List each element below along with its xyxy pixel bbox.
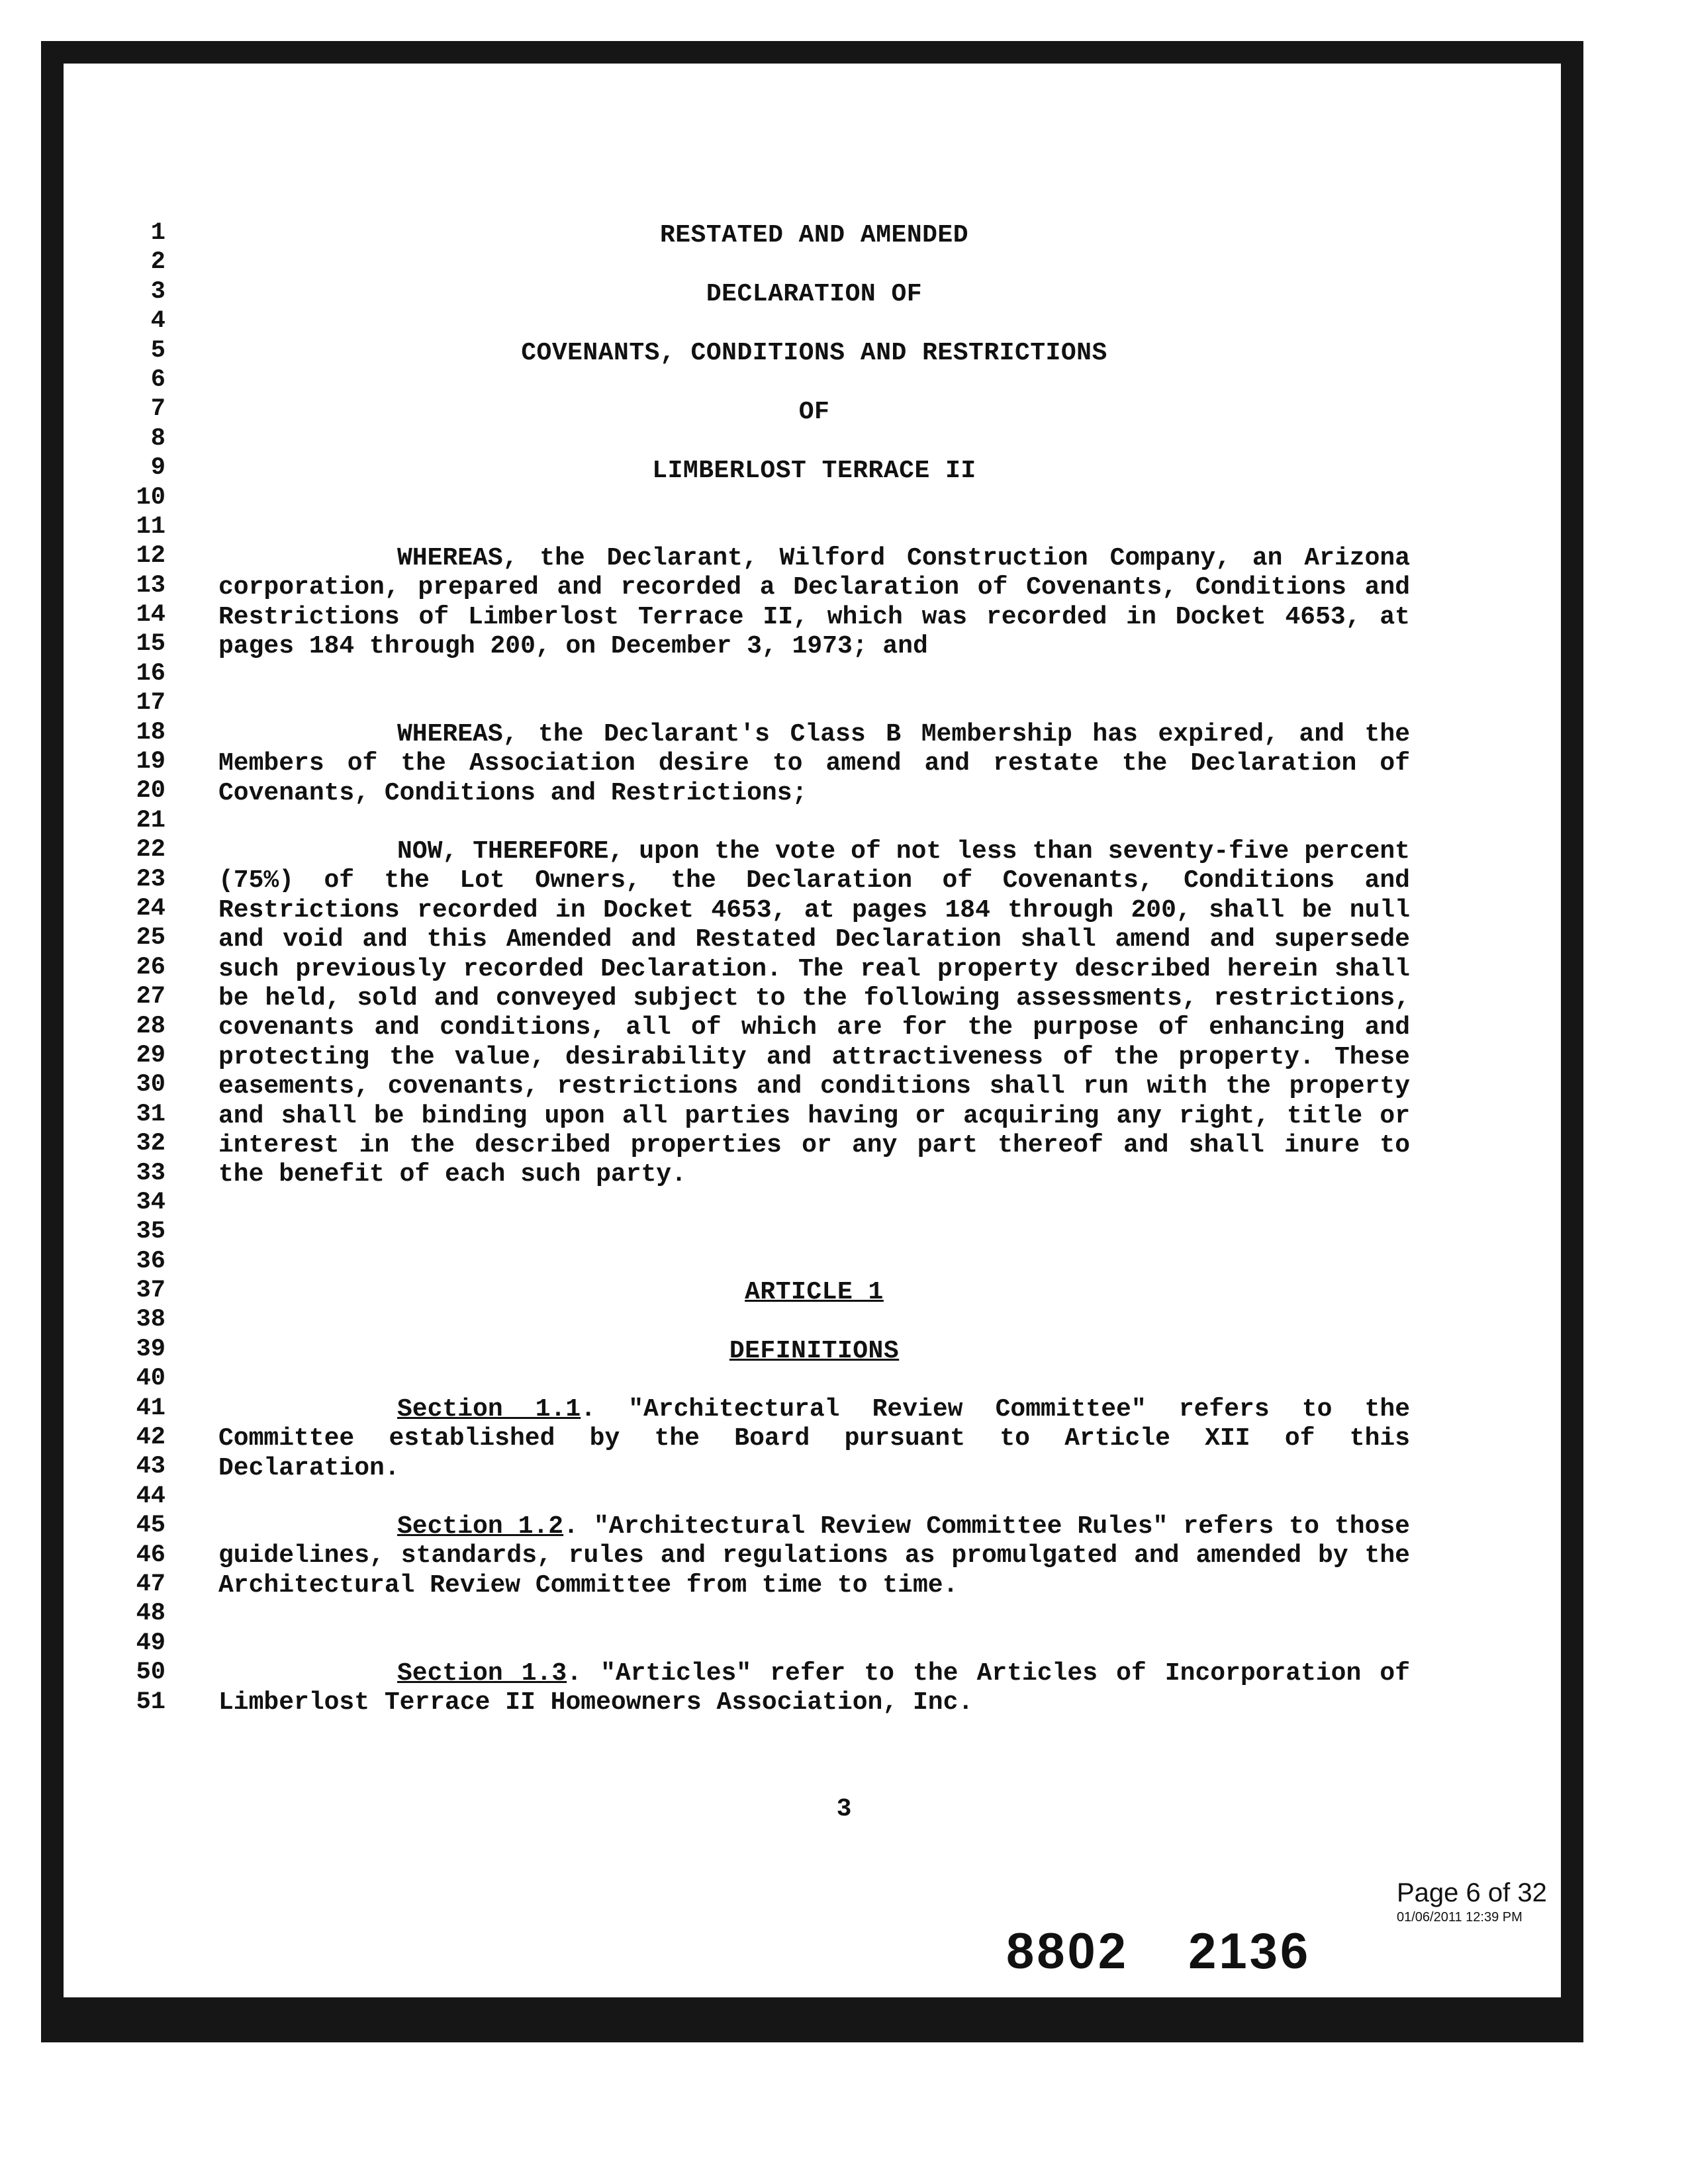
line-number: 49 (136, 1629, 165, 1657)
now-therefore-paragraph-text: NOW, THEREFORE, upon the vote of not less than seventy-five percent (75%) of the Lot Owners, the Declaration of Covenants, Conditions and Restrictions recorded in Docket 4653, at pages 184 through 200, shall be null and void and this Amended and Restated Declaration shall amend and supersede such previously recorded Declaration. The real property described herein shall be held, sold and conveyed subject to the following assessments, restrictions, covenants and conditions, all of which are for the purpose of enhancing and protecting the value, desirability and attractiveness of the property. These easements, covenants, restrictions and conditions shall run with the property and shall be binding upon all parties having or acquiring any right, title or interest in the described properties or any part thereof and shall inure to the benefit of each such party. (218, 837, 1410, 1189)
line-number: 21 (136, 806, 165, 835)
line-number: 42 (136, 1424, 165, 1452)
section-1-1-text: . "Architectural Review Committee" refers to the Committee established by the Board pursuant to Article XII of this Declaration. (218, 1395, 1411, 1482)
whereas-paragraph-1-text: WHEREAS, the Declarant, Wilford Construction Company, an Arizona corporation, prepared and recorded a Declaration of Covenants, Conditions and Restrictions of Limberlost Terrace II, which was recorded in Docket 4653, at pages 184 through 200, on December 3, 1973; and (218, 544, 1410, 661)
scan-border-left (41, 41, 64, 2042)
line-number: 8 (150, 424, 165, 453)
line-number: 6 (150, 365, 165, 394)
line-number: 39 (136, 1335, 165, 1363)
section-1-3-label: Section 1.3 (397, 1659, 567, 1688)
article-subheading (218, 1337, 1410, 1365)
whereas-paragraph-1 (218, 544, 1410, 662)
line-number: 20 (136, 777, 165, 805)
section-1-1-label: Section 1.1 (397, 1395, 581, 1424)
title-line-3: COVENANTS, CONDITIONS AND RESTRICTIONS (521, 339, 1107, 367)
line-number: 31 (136, 1100, 165, 1128)
recording-number (1006, 1923, 1370, 1980)
title-line-5: LIMBERLOST TERRACE II (652, 457, 976, 485)
line-number: 11 (136, 512, 165, 541)
line-number: 9 (150, 454, 165, 482)
line-number: 12 (136, 542, 165, 570)
now-therefore-paragraph (218, 837, 1410, 1190)
whereas-paragraph-2 (218, 720, 1410, 808)
page-number: 3 (836, 1795, 852, 1823)
line-number: 14 (136, 601, 165, 629)
line-number: 46 (136, 1541, 165, 1569)
line-number: 26 (136, 953, 165, 981)
line-number: 13 (136, 571, 165, 600)
line-number: 19 (136, 748, 165, 776)
line-number: 5 (150, 336, 165, 365)
line-number: 34 (136, 1188, 165, 1216)
line-number: 15 (136, 630, 165, 659)
section-1-2-text: . "Architectural Review Committee Rules" refers to those guidelines, standards, rules and regulations as promulgated and amended by the Architectural Review Committee from time to time. (218, 1512, 1410, 1600)
line-number: 17 (136, 689, 165, 717)
scan-border-top (41, 41, 1583, 64)
article-heading (218, 1278, 1410, 1306)
section-1-3 (218, 1659, 1410, 1718)
line-number: 4 (150, 307, 165, 336)
recording-page: 2136 (1188, 1923, 1311, 1979)
line-number: 27 (136, 983, 165, 1011)
section-1-2-label: Section 1.2 (397, 1512, 564, 1541)
line-number: 51 (136, 1688, 165, 1716)
whereas-paragraph-2-text: WHEREAS, the Declarant's Class B Membership has expired, and the Members of the Association desire to amend and restate the Declaration of Covenants, Conditions and Restrictions; (218, 720, 1410, 807)
section-1-1 (218, 1395, 1410, 1483)
line-number-column (93, 218, 172, 1717)
line-number: 18 (136, 718, 165, 747)
recording-docket: 8802 (1006, 1923, 1129, 1979)
article-subheading-text: DEFINITIONS (729, 1337, 900, 1365)
scan-border-right (1561, 41, 1583, 2042)
line-number: 7 (150, 395, 165, 424)
line-number: 45 (136, 1512, 165, 1540)
line-number: 47 (136, 1570, 165, 1598)
line-number: 44 (136, 1482, 165, 1510)
line-number: 30 (136, 1071, 165, 1099)
section-1-2 (218, 1512, 1410, 1600)
line-number: 43 (136, 1453, 165, 1481)
line-number: 32 (136, 1130, 165, 1158)
line-number: 23 (136, 865, 165, 893)
line-number: 1 (150, 219, 165, 247)
line-number: 3 (150, 277, 165, 306)
line-number: 2 (150, 248, 165, 277)
line-number: 16 (136, 659, 165, 688)
title-line-2: DECLARATION OF (706, 280, 923, 308)
line-number: 48 (136, 1600, 165, 1628)
line-number: 28 (136, 1012, 165, 1040)
line-number: 50 (136, 1659, 165, 1687)
line-number: 41 (136, 1394, 165, 1422)
section-1-3-text: . "Articles" refer to the Articles of Incorporation of Limberlost Terrace II Homeowners Association, Inc. (218, 1659, 1411, 1717)
title-line-1: RESTATED AND AMENDED (659, 221, 969, 250)
line-number: 40 (136, 1365, 165, 1393)
stamp-datetime: 01/06/2011 12:39 PM (1397, 1910, 1523, 1925)
line-number: 29 (136, 1041, 165, 1069)
scan-border-bottom (41, 1997, 1583, 2042)
line-number: 24 (136, 894, 165, 923)
line-number: 37 (136, 1277, 165, 1305)
line-number: 33 (136, 1159, 165, 1187)
line-number: 10 (136, 483, 165, 512)
page-count-stamp: Page 6 of 32 (1397, 1878, 1547, 1907)
title-line-4: OF (798, 398, 830, 426)
line-number: 36 (136, 1247, 165, 1275)
article-heading-text: ARTICLE 1 (745, 1278, 884, 1306)
line-number: 38 (136, 1306, 165, 1334)
line-number: 35 (136, 1218, 165, 1246)
line-number: 22 (136, 836, 165, 864)
line-number: 25 (136, 924, 165, 952)
